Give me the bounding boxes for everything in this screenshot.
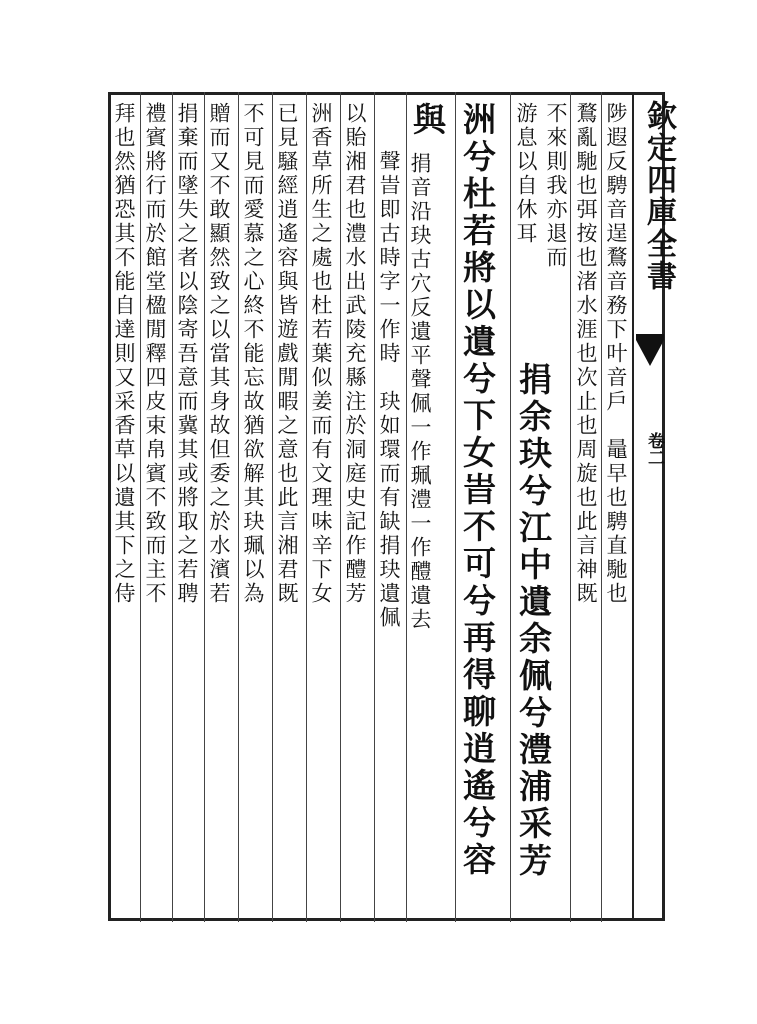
text-column-main: 與: [408, 102, 447, 139]
frame-top-rule: [108, 92, 664, 95]
column-separator: [172, 92, 173, 922]
text-column: 拜也然猶恐其不能自達則又采香草以遺其下之侍: [112, 102, 136, 606]
frame-left-rule: [108, 92, 111, 921]
column-separator: [306, 92, 307, 922]
column-separator: [272, 92, 273, 922]
book-title: 欽定四庫全書: [641, 100, 676, 292]
text-column: 贈而又不敢顯然致之以當其身故但委之於水濱若: [207, 102, 231, 606]
text-column: 捐音沿玦古穴反遺平聲佩一作珮澧一作醴遺去: [408, 152, 432, 632]
text-column-main: 洲兮杜若將以遺兮下女旹不可兮再得聊逍遙兮容: [458, 102, 497, 879]
frame-bottom-rule: [108, 918, 664, 921]
text-column: 禮賓將行而於館堂楹閒釋四皮束帛賓不致而主不: [143, 102, 167, 606]
header-band-left-rule: [632, 92, 634, 921]
column-separator: [406, 92, 407, 922]
text-column-main: 捐余玦兮江中遺余佩兮澧浦采芳: [514, 362, 553, 880]
column-separator: [340, 92, 341, 922]
fishtail-mark: [636, 340, 664, 366]
text-column: 捐棄而墜失之者以陰寄吾意而冀其或將取之若聘: [175, 102, 199, 606]
column-separator: [570, 92, 571, 922]
text-column: 游息以自休耳: [514, 102, 538, 246]
column-separator: [510, 92, 511, 922]
column-separator: [455, 92, 456, 922]
text-column: 聲旹即古時字一作時 玦如環而有缺捐玦遺佩: [377, 150, 401, 630]
text-column: 以貽湘君也澧水出武陵充縣注於洞庭史記作醴芳: [343, 102, 367, 606]
text-column: 陟遐反騁音逞鶩音務下叶音戶 鼂早也騁直馳也: [604, 102, 628, 606]
column-separator: [238, 92, 239, 922]
volume-label: 卷二: [644, 432, 664, 466]
column-separator: [204, 92, 205, 922]
column-separator: [374, 92, 375, 922]
column-separator: [140, 92, 141, 922]
text-column: 鶩亂馳也弭按也渚水涯也次止也周旋也此言神既: [574, 102, 598, 606]
text-column: 不可見而愛慕之心終不能忘故猶欲解其玦珮以為: [241, 102, 265, 606]
column-separator: [601, 92, 602, 922]
text-column: 已見騷經逍遙容與皆遊戲閒暇之意也此言湘君既: [275, 102, 299, 606]
text-column: 不來則我亦退而: [544, 102, 568, 270]
text-column: 洲香草所生之處也杜若葉似姜而有文理味辛下女: [309, 102, 333, 606]
